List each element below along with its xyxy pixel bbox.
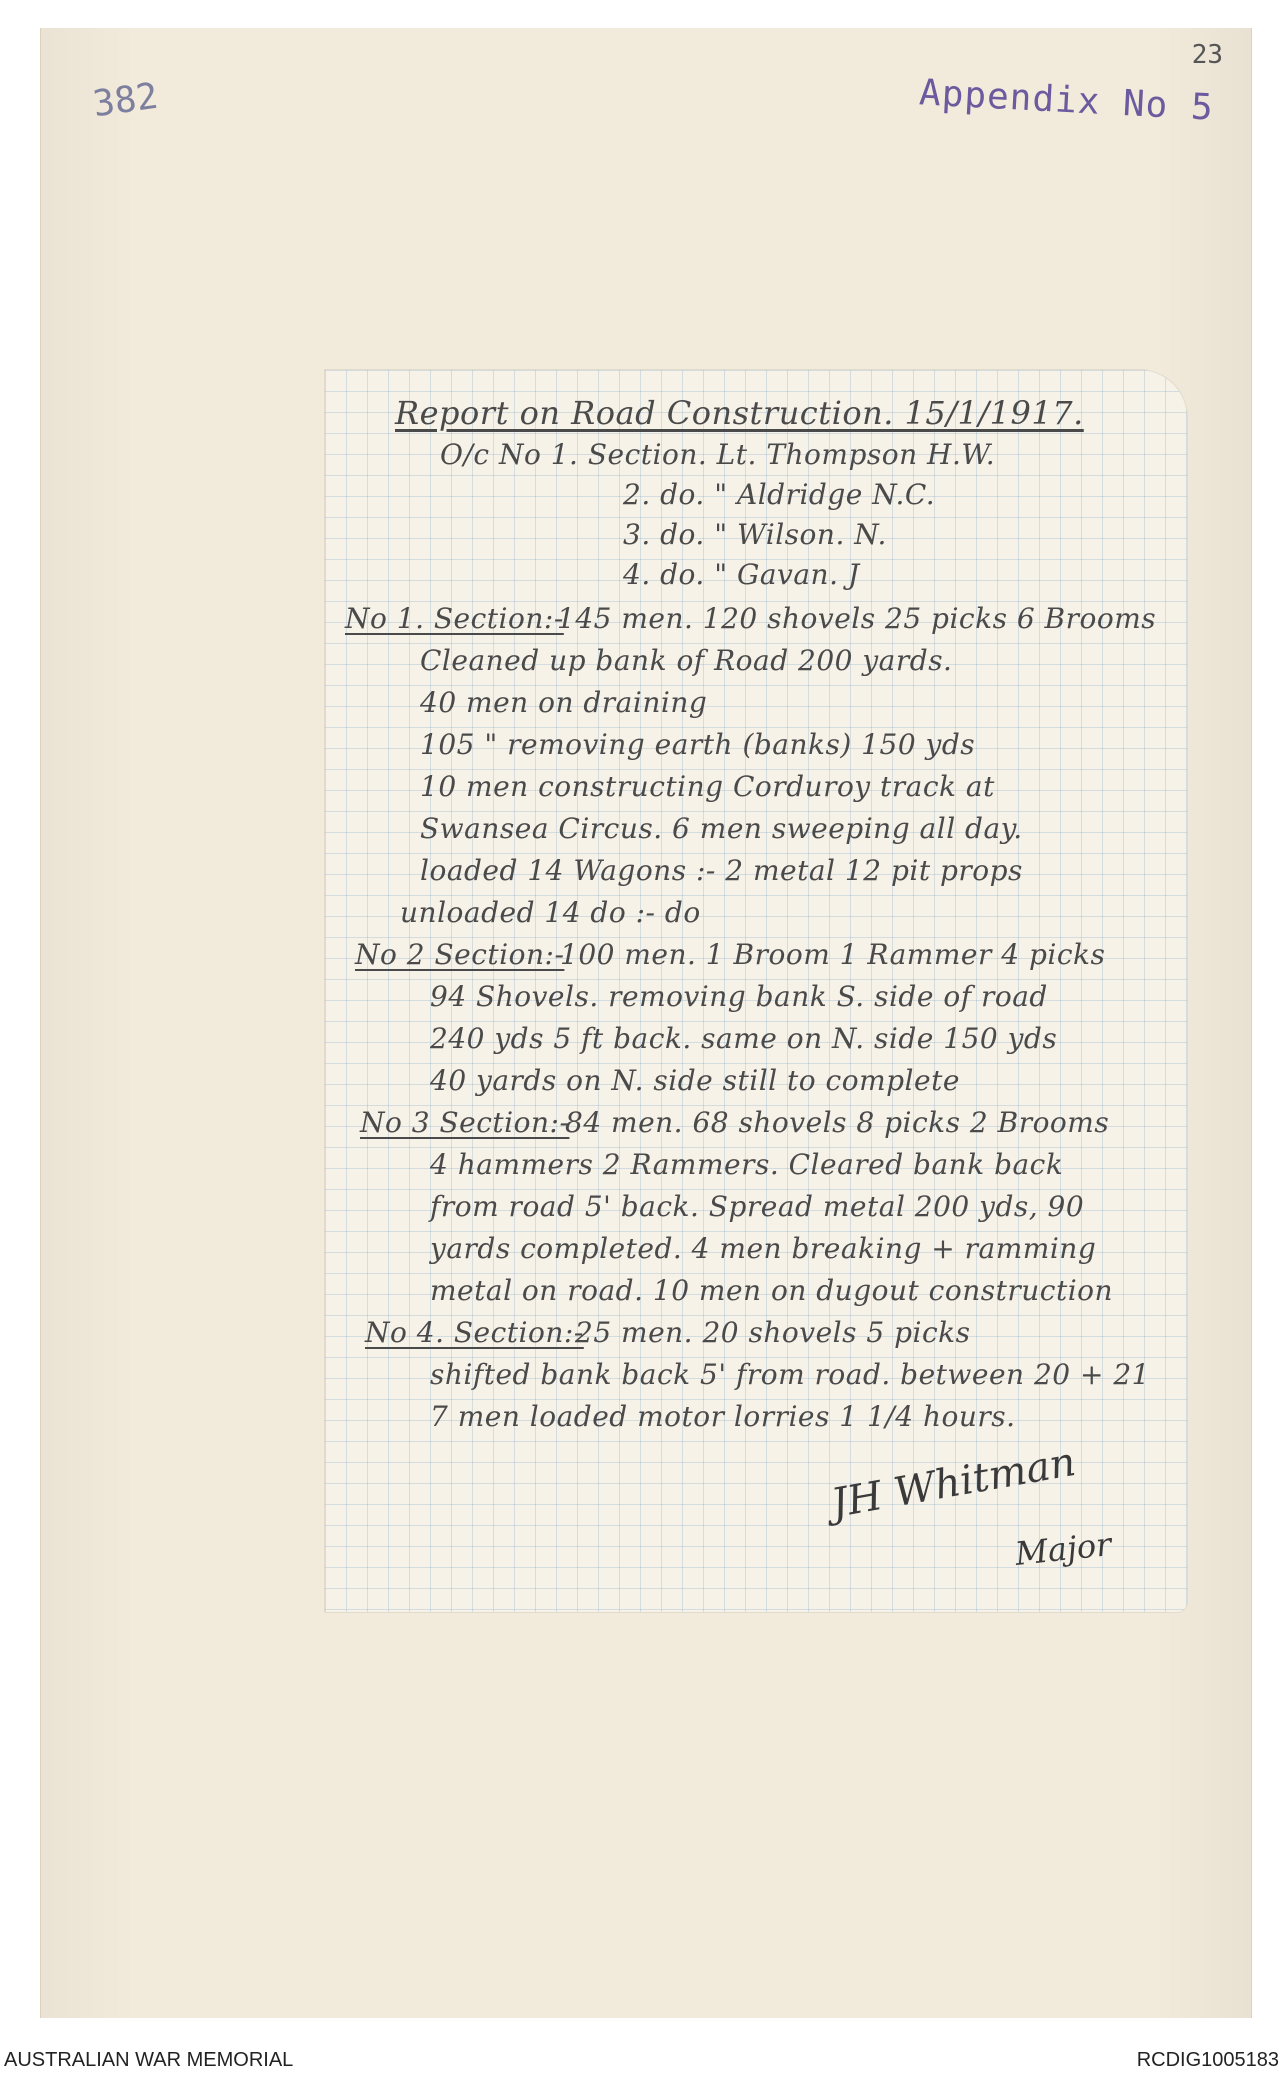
oc-line: 2. do. " Aldridge N.C. (623, 478, 936, 511)
report-note (325, 370, 1187, 1612)
section-line: 40 yards on N. side still to complete (430, 1064, 960, 1097)
section-heading: No 2 Section:- (355, 938, 565, 971)
section-line: 100 men. 1 Broom 1 Rammer 4 picks (560, 938, 1106, 971)
page-number-right: 23 (1191, 40, 1223, 70)
section-line: 40 men on draining (420, 686, 708, 719)
section-line: metal on road. 10 men on dugout construction (430, 1274, 1114, 1307)
footer-right: RCDIG1005183 (1136, 2049, 1279, 2071)
section-line: 4 hammers 2 Rammers. Cleared bank back (430, 1148, 1064, 1181)
report-title: Report on Road Construction. 15/1/1917. (395, 394, 1084, 432)
section-line: Cleaned up bank of Road 200 yards. (420, 644, 953, 677)
section-line: 25 men. 20 shovels 5 picks (575, 1316, 971, 1349)
section-line: yards completed. 4 men breaking + ramming (430, 1232, 1097, 1265)
section-line: unloaded 14 do :- do (400, 896, 701, 929)
section-line: 105 " removing earth (banks) 150 yds (420, 728, 976, 761)
oc-line: O/c No 1. Section. Lt. Thompson H.W. (440, 438, 996, 471)
signature-rank: Major (1013, 1525, 1114, 1573)
section-line: 240 yds 5 ft back. same on N. side 150 yds (430, 1022, 1058, 1055)
section-line: 94 Shovels. removing bank S. side of road (430, 980, 1048, 1013)
section-heading: No 1. Section:- (345, 602, 564, 635)
page-number-left: 382 (90, 75, 161, 126)
footer-left: AUSTRALIAN WAR MEMORIAL (4, 2049, 294, 2071)
section-line: Swansea Circus. 6 men sweeping all day. (420, 812, 1023, 845)
section-heading: No 4. Section:- (365, 1316, 584, 1349)
section-heading: No 3 Section:- (360, 1106, 570, 1139)
section-line: 145 men. 120 shovels 25 picks 6 Brooms (557, 602, 1157, 635)
section-line: 84 men. 68 shovels 8 picks 2 Brooms (565, 1106, 1110, 1139)
section-line: 10 men constructing Corduroy track at (420, 770, 995, 803)
oc-line: 4. do. " Gavan. J (623, 558, 860, 591)
section-line: 7 men loaded motor lorries 1 1/4 hours. (430, 1400, 1016, 1433)
section-line: shifted bank back 5' from road. between 20 + 21 (430, 1358, 1150, 1391)
section-line: from road 5' back. Spread metal 200 yds, 90 (430, 1190, 1085, 1223)
signature: JH Whitman (827, 1438, 1080, 1528)
appendix-stamp: Appendix No 5 (918, 72, 1215, 129)
oc-line: 3. do. " Wilson. N. (623, 518, 887, 551)
section-line: loaded 14 Wagons :- 2 metal 12 pit props (420, 854, 1023, 887)
